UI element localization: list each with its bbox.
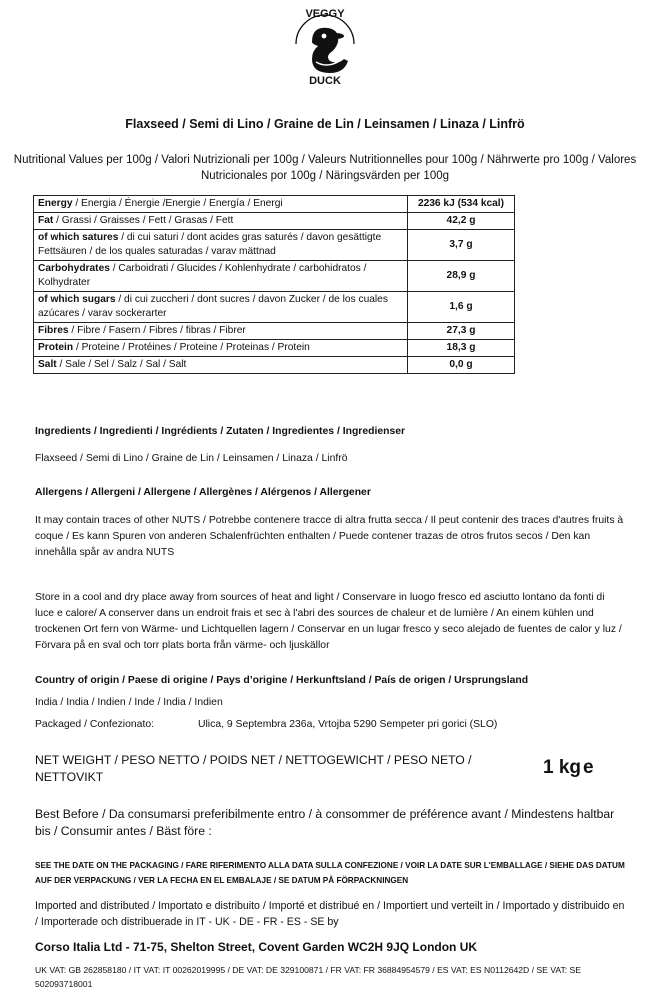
ingredients-heading: Ingredients / Ingredienti / Ingrédients / Zutaten / Ingredientes / Ingredienser (35, 426, 406, 437)
packaged-label: Packaged / Confezionato: (35, 719, 154, 730)
nutrient-label (34, 230, 408, 261)
nutrient-label (34, 340, 408, 357)
nutrition-table (33, 195, 515, 374)
logo-text-top: VEGGY (305, 8, 345, 20)
nutrient-label (34, 357, 408, 374)
nutrient-translations: / Sale / Sel / Salz / Sal / Salt (56, 359, 187, 370)
importer-text: Imported and distributed / Importato e distribuito / Importé et distribué en / Importiert und verteilt in / Importado y distribuido en / Importerade och distribuerade in IT - UK - DE - FR - ES - SE by (35, 900, 625, 928)
nutrient-name: of which sugars (38, 294, 116, 305)
net-weight (543, 757, 594, 779)
nutrition-row (34, 261, 515, 292)
nutrition-row (34, 213, 515, 230)
nutrient-label (34, 292, 408, 323)
nutrient-name: Energy (38, 198, 73, 209)
logo-text-bottom: DUCK (309, 75, 341, 86)
nutrient-value: 3,7 g (408, 230, 515, 261)
veggy-duck-logo (282, 4, 368, 86)
nutrient-name: Carbohydrates (38, 263, 110, 274)
nutrient-translations: / di cui zuccheri / dont sucres / davon Zucker / de los cuales azúcares / varav sockerarter (38, 294, 388, 319)
net-weight-label: NET WEIGHT / PESO NETTO / POIDS NET / NETTOGEWICHT / PESO NETO / NETTOVIKT (35, 753, 472, 784)
nutrient-value: 2236 kJ (534 kcal) (408, 196, 515, 213)
nutrient-translations: / Fibre / Fasern / Fibres / fibras / Fibrer (68, 325, 246, 336)
nutrient-value: 28,9 g (408, 261, 515, 292)
best-before-label: Best Before / Da consumarsi preferibilmente entro / à consommer de préférence avant / Mindestens haltbar bis / Consumir antes / Bäst före : (35, 807, 615, 838)
product-title: Flaxseed / Semi di Lino / Graine de Lin / Leinsamen / Linaza / Linfrö (125, 117, 525, 131)
packaged-address: Ulica, 9 Septembra 236a, Vrtojba 5290 Sempeter pri gorici (SLO) (198, 719, 498, 730)
see-date-text: SEE THE DATE ON THE PACKAGING / FARE RIFERIMENTO ALLA DATA SULLA CONFEZIONE / VOIR LA DATE SUR L'EMBALLAGE / SIEHE DAS DATUM AUF DER VERPACKUNG / VER LA FECHA EN EL EMBALAJE / SE DATUM PÅ FÖRPACKNINGEN (35, 861, 625, 885)
nutrient-label (34, 323, 408, 340)
nutrient-translations: / Energia / Énergie /Energie / Energía / Energi (72, 198, 283, 209)
nutrient-value: 27,3 g (408, 323, 515, 340)
nutrient-value: 42,2 g (408, 213, 515, 230)
nutrition-row (34, 323, 515, 340)
origin-heading: Country of origin / Paese di origine / Pays d’origine / Herkunftsland / País de origen / Ursprungsland (35, 675, 529, 686)
packaged-line (35, 717, 625, 733)
nutrient-name: Protein (38, 342, 74, 353)
nutrient-label (34, 196, 408, 213)
nutrient-name: Salt (38, 359, 57, 370)
nutrient-translations: / Carboidrati / Glucides / Kohlenhydrate / carbohidratos / Kolhydrater (38, 263, 367, 288)
nutrient-name: Fibres (38, 325, 69, 336)
nutrient-value: 0,0 g (408, 357, 515, 374)
nutrient-translations: / Proteine / Protéines / Proteine / Proteinas / Protein (73, 342, 310, 353)
net-weight-value: 1 kg (543, 757, 582, 778)
nutrient-translations: / Grassi / Graisses / Fett / Grasas / Fett (53, 215, 234, 226)
storage-text: Store in a cool and dry place away from sources of heat and light / Conservare in luogo fresco ed asciutto lontano da fonti di luce e calore/ A conserver dans un endroit frais et sec à l'abri des sources de chaleur et de lumière / An einem kühlen und trockenen Ort fern von Wärme- und Lichtquellen lagern / Conservar en un lugar fresco y seco alejado de fuentes de calor y luz / Förvara på en sval och torr plats borta från värme- och ljuskällor (35, 592, 622, 651)
nutrition-intro: Nutritional Values per 100g / Valori Nutrizionali per 100g / Valeurs Nutritionnelles pour 100g / Nährwerte pro 100g / Valores Nutricionales por 100g / Näringsvärden per 100g (13, 154, 637, 182)
nutrition-row (34, 196, 515, 213)
nutrition-row (34, 230, 515, 261)
nutrition-row (34, 340, 515, 357)
nutrition-row (34, 292, 515, 323)
nutrient-name: Fat (38, 215, 54, 226)
nutrient-label (34, 261, 408, 292)
company-address: Corso Italia Ltd - 71-75, Shelton Street, Covent Garden WC2H 9JQ London UK (35, 940, 478, 954)
allergens-heading: Allergens / Allergeni / Allergene / Allergènes / Alérgenos / Allergener (35, 487, 371, 498)
allergens-text: It may contain traces of other NUTS / Potrebbe contenere tracce di altra frutta secca / Il peut contenir des traces d'autres fruits à coque / Es kann Spuren von anderen Schalenfrüchten enthalten / Puede contener trazas de otros frutos secos / Den kan innehålla spår av andra NUTS (35, 515, 624, 558)
nutrient-value: 1,6 g (408, 292, 515, 323)
origin-text: India / India / Indien / Inde / India / Indien (35, 697, 223, 708)
estimated-sign: e (583, 757, 594, 778)
nutrient-name: of which satures (38, 232, 119, 243)
ingredients-text: Flaxseed / Semi di Lino / Graine de Lin / Leinsamen / Linaza / Linfrö (35, 453, 348, 464)
nutrient-value: 18,3 g (408, 340, 515, 357)
nutrient-translations: / di cui saturi / dont acides gras saturés / davon gesättigte Fettsäuren / de los quales saturadas / varav mättnad (38, 232, 382, 257)
vat-numbers: UK VAT: GB 262858180 / IT VAT: IT 00262019995 / DE VAT: DE 329100871 / FR VAT: FR 36884954579 / ES VAT: ES N0112642D / SE VAT: SE 502093718001 (35, 965, 581, 989)
nutrition-row (34, 357, 515, 374)
nutrient-label (34, 213, 408, 230)
